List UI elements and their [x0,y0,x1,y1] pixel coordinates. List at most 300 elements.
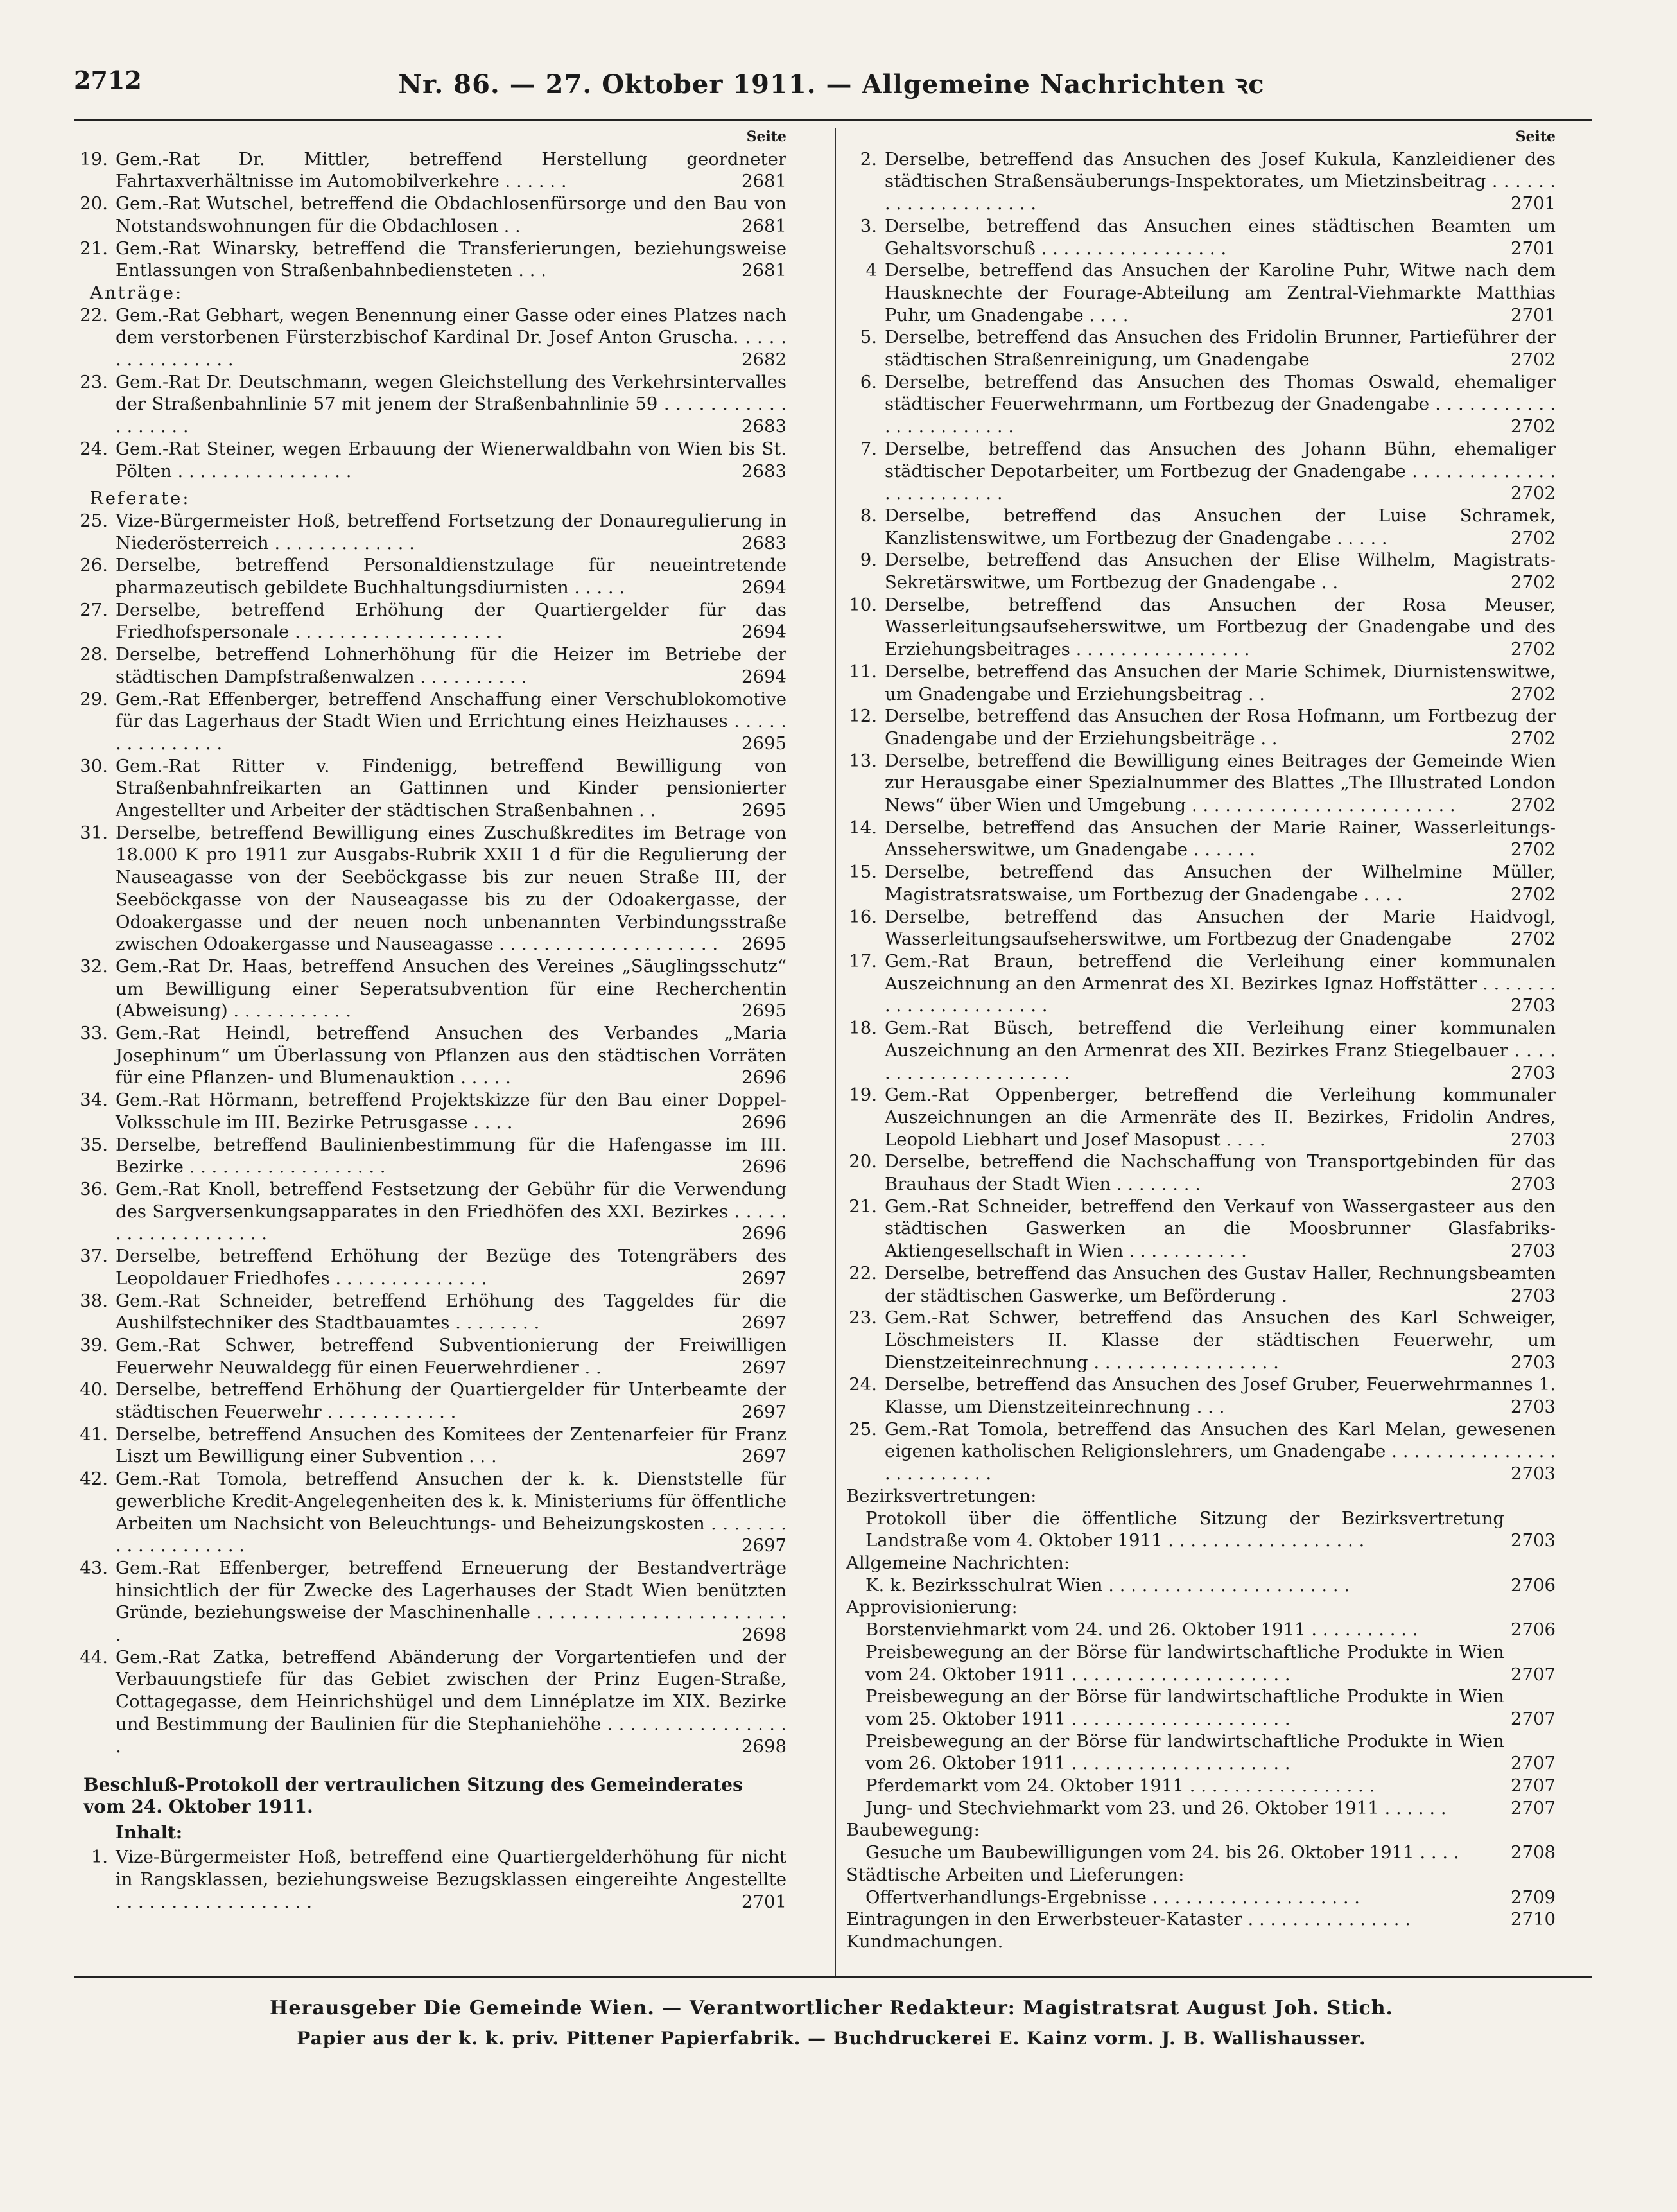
item-text: Offertverhandlungs-Ergebnisse . . . . . . . . . . . . . . . . . . . [865,1886,1360,1908]
list-item [77,510,786,554]
item-number: 24. [80,438,108,459]
item-body [116,599,786,643]
list-item [77,1089,786,1133]
item-text: Derselbe, betreffend das Ansuchen der Marie Schimek, Diurnistenswitwe, um Gnadengabe und Erziehungsbeitrag . . [885,661,1556,704]
list-item [846,1017,1556,1084]
page-ref: 2696 [736,1156,786,1178]
page-ref: 2698 [736,1624,786,1646]
page-ref: 2696 [736,1223,786,1245]
page-ref: 2706 [1511,1574,1556,1596]
item-text: Gem.-Rat Effenberger, betreffend Anschaffung einer Verschublokomotive für das Lagerhaus der Stadt Wien und Errichtung eines Heizhauses . . . . . . . . . . . . . . . [116,688,786,754]
item-body [885,326,1556,370]
footer-line-1: Herausgeber Die Gemeinde Wien. — Verantwortlicher Redakteur: Magistratsrat August Joh. Stich. [270,1997,1393,2019]
list-item [846,505,1556,549]
item-text: Gem.-Rat Effenberger, betreffend Erneuerung der Bestandverträge hinsichtlich der für Zwecke des Lagerhauses der Stadt Wien benützten Gründe, beziehungsweise der Maschinenhalle . . . . . . . . . . . . . . . . . . . . . . . [116,1557,786,1646]
list-item [77,438,786,482]
item-number: 12. [849,706,877,727]
page-ref: 2694 [736,666,786,688]
page-ref: 2695 [736,1000,786,1022]
item-number: 27. [80,599,108,620]
left-entries-b [77,304,786,483]
item-body [116,1089,786,1133]
item-number: 33. [80,1023,108,1044]
page-ref: 2702 [1506,928,1556,950]
page-ref: 2703 [1506,995,1556,1017]
item-number: 19. [80,148,108,170]
list-item [77,822,786,955]
item-number: 17. [849,951,877,971]
item-text: Derselbe, betreffend das Ansuchen des Josef Kukula, Kanzleidiener des städtischen Straßensäuberungs-Inspektorates, um Mietzinsbeitrag . . . . . . . . . . . . . . . . . . . . [885,148,1556,214]
page-ref: 2702 [1506,794,1556,817]
list-item [846,950,1556,1017]
page-ref: 2697 [736,1445,786,1468]
item-body [116,1245,786,1289]
page-ref: 2695 [736,733,786,755]
item-body [885,505,1556,549]
item-number: 5. [860,327,877,348]
item-body [885,1418,1556,1485]
item-number: 1. [91,1847,108,1868]
item-body [116,1178,786,1245]
list-item [846,549,1556,593]
page-ref: 2707 [1511,1775,1556,1797]
list-item [846,1418,1556,1485]
list-item [77,1557,786,1646]
page-ref: 2697 [736,1267,786,1290]
list-item [77,688,786,755]
page-ref: 2697 [736,1535,786,1557]
list-item [77,1379,786,1423]
seite-label-right: Seite [1515,128,1556,145]
item-number: 14. [849,817,877,838]
item-body [116,371,786,438]
item-body [885,661,1556,705]
page-ref: 2695 [736,799,786,822]
page-ref: 2697 [736,1312,786,1334]
page-ref: 2681 [736,170,786,193]
page-ref: 2703 [1506,1062,1556,1084]
item-number: 10. [849,594,877,615]
page-ref: 2702 [1506,839,1556,861]
item-text: Preisbewegung an der Börse für landwirtschaftliche Produkte in Wien vom 26. Oktober 1911 . . . . . . . . . . . . . . . . . . . . [865,1730,1504,1774]
item-body [116,1468,786,1557]
item-text: Derselbe, betreffend Erhöhung der Quartiergelder für Unterbeamte der städtischen Feuerwehr . . . . . . . . . . . . [116,1379,786,1423]
list-item [77,1646,786,1758]
list-item [846,1262,1556,1307]
item-text: Derselbe, betreffend Baulinienbestimmung für die Hafengasse im III. Bezirke . . . . . . . . . . . . . . . . . . [116,1134,786,1178]
item-body [885,1196,1556,1262]
list-item [846,1574,1556,1597]
item-number: 37. [80,1246,108,1267]
list-item [77,1290,786,1334]
item-number: 22. [849,1262,877,1284]
list-item [77,643,786,688]
item-body [116,1022,786,1089]
page-ref: 2681 [736,259,786,282]
item-body [885,817,1556,861]
bezirks-heading: Bezirksvertretungen: [846,1485,1037,1506]
page-ref: 2710 [1511,1909,1556,1930]
header-rule [74,119,1592,121]
item-number: 23. [80,371,108,392]
item-number: 21. [849,1196,877,1217]
seite-label: Seite [746,128,786,145]
page-ref: 2703 [1506,1173,1556,1196]
list-item [846,750,1556,817]
column-divider [835,128,836,1978]
right-entries-a [846,148,1556,1485]
list-item [77,1424,786,1468]
item-body [116,193,786,237]
item-text: Derselbe, betreffend das Ansuchen eines städtischen Beamten um Gehaltsvorschuß . . . . . . . . . . . . . . . . . [885,215,1556,259]
antraege-heading: Anträge: [90,282,184,303]
page-ref: 2703 [1506,1463,1556,1485]
item-number: 23. [849,1307,877,1328]
item-text: Derselbe, betreffend das Ansuchen des Josef Gruber, Feuerwehrmannes 1. Klasse, um Dienstzeiteinrechnung . . . [885,1374,1556,1418]
item-body [885,906,1556,950]
item-body [116,1424,786,1468]
list-item [846,1641,1556,1685]
item-text: Kundmachungen. [846,1931,1004,1952]
item-body [885,1151,1556,1195]
list-item [77,148,786,193]
item-text: Gem.-Rat Zatka, betreffend Abänderung der Vorgartentiefen und der Verbauungstiefe für das Gebiet zwischen der Prinz Eugen-Straße, Cottagegasse, dem Heinrichshügel und dem Linnéplatze im XIX. Bezirke und Bestimmung der Baulinien für die Stephaniehöhe . . . . . . . . . . . . . . . . . [116,1646,786,1757]
page-ref: 2694 [736,621,786,643]
item-text: Derselbe, betreffend Erhöhung der Quartiergelder für das Friedhofspersonale . . . . . . . . . . . . . . . . . . . [116,599,786,643]
item-body [885,1307,1556,1373]
item-number: 18. [849,1018,877,1039]
allg-entries [846,1574,1556,1597]
page-ref: 2683 [736,532,786,555]
page-ref: 2702 [1506,349,1556,371]
approv-heading: Approvisionierung: [846,1597,1018,1618]
list-item [846,1730,1556,1775]
left-entries-c [77,510,786,1757]
item-body [885,950,1556,1017]
item-body [885,438,1556,505]
item-text: Vize-Bürgermeister Hoß, betreffend eine Quartiergelderhöhung für nicht in Rangsklassen, beziehungsweise Bezugsklassen eingereihte Angestellte . . . . . . . . . . . . . . . . . . [116,1847,786,1912]
inhalt-heading: Inhalt: [116,1822,182,1843]
list-item [77,1178,786,1245]
page-title: Nr. 86. — 27. Oktober 1911. — Allgemeine Nachrichten ꝛc [398,69,1265,100]
list-item [77,304,786,371]
item-number: 19. [849,1084,877,1106]
item-body [885,1084,1556,1151]
item-body [885,371,1556,438]
list-item [846,1685,1556,1730]
list-item [77,1245,786,1289]
item-number: 44. [80,1646,108,1668]
page-ref: 2681 [736,215,786,238]
item-text: Derselbe, betreffend das Ansuchen des Thomas Oswald, ehemaliger städtischer Feuerwehrmann, um Fortbezug der Gnadengabe . . . . . . . . . . . . . . . . . . . . . . . [885,371,1556,437]
list-item [846,1151,1556,1195]
item-number: 41. [80,1424,108,1445]
item-number: 13. [849,750,877,771]
page-ref: 2707 [1511,1753,1556,1774]
page-ref: 2702 [1506,415,1556,438]
item-body [116,304,786,371]
item-body [116,510,786,554]
item-number: 11. [849,661,877,682]
page-ref: 2694 [736,577,786,599]
item-text: Gem.-Rat Braun, betreffend die Verleihung einer kommunalen Auszeichnung an den Armenrat des XI. Bezirkes Ignaz Hoffstätter . . . . . . . . . . . . . . . . . . . . . . [885,951,1556,1016]
list-item [77,955,786,1022]
page-ref: 2682 [736,349,786,371]
item-text: Gem.-Rat Büsch, betreffend die Verleihung einer kommunalen Auszeichnung an den Armenrat des XII. Bezirkes Franz Stiegelbauer . . . . . . . . . . . . . . . . . . . . . [885,1018,1556,1083]
list-item [846,1508,1556,1552]
list-item [846,1307,1556,1373]
item-body [116,438,786,482]
page-ref: 2703 [1506,1129,1556,1151]
item-text: Protokoll über die öffentliche Sitzung der Bezirksvertretung Landstraße vom 4. Oktober 1911 . . . . . . . . . . . . . . . . . . [865,1508,1504,1551]
item-text: Gem.-Rat Dr. Haas, betreffend Ansuchen des Vereines „Säuglingsschutz“ um Bewilligung einer Seperatsubvention für eine Recherchentin (Abweisung) . . . . . . . . . . . [116,955,786,1022]
item-text: Jung- und Stechviehmarkt vom 23. und 26. Oktober 1911 . . . . . . [865,1797,1447,1818]
page-ref: 2703 [1506,1352,1556,1374]
item-text: Derselbe, betreffend das Ansuchen des Fridolin Brunner, Partieführer der städtischen Straßenreinigung, um Gnadengabe [885,327,1556,370]
item-text: Derselbe, betreffend das Ansuchen der Marie Haidvogl, Wasserleitungsaufseherswitwe, um Fortbezug der Gnadengabe [885,906,1556,950]
item-body [116,1334,786,1379]
page-ref: 2702 [1506,482,1556,505]
list-item [846,1886,1556,1909]
list-item [846,1775,1556,1797]
item-number: 35. [80,1134,108,1155]
item-number: 36. [80,1179,108,1199]
item-text: Eintragungen in den Erwerbsteuer-Kataster . . . . . . . . . . . . . . . [846,1909,1411,1930]
page-ref: 2695 [736,933,786,955]
item-body [116,1290,786,1334]
item-number: 40. [80,1379,108,1400]
list-item [77,1468,786,1557]
list-item [77,193,786,237]
item-number: 38. [80,1290,108,1311]
item-body [116,822,786,955]
page-number: 2712 [74,65,142,94]
item-text: Gem.-Rat Steiner, wegen Erbauung der Wienerwaldbahn von Wien bis St. Pölten . . . . . . . . . . . . . . . . [116,438,786,482]
item-text: Derselbe, betreffend das Ansuchen der Rosa Meuser, Wasserleitungsaufseherswitwe, um Fortbezug der Gnadengabe und des Erziehungsbeitrages . . . . . . . . . . . . . . . . [885,594,1556,660]
page-ref: 2702 [1506,571,1556,594]
list-item [77,1334,786,1379]
item-body [885,259,1556,326]
list-item [846,215,1556,259]
right-column [846,126,1556,1953]
item-body [885,549,1556,593]
item-text: Derselbe, betreffend das Ansuchen der Marie Rainer, Wasserleitungs-Ansseherswitwe, um Gnadengabe . . . . . . [885,817,1556,860]
page-ref: 2708 [1511,1842,1556,1863]
list-item [846,1084,1556,1151]
list-item [846,1619,1556,1641]
list-item [846,661,1556,705]
page-ref: 2696 [736,1111,786,1134]
page-ref: 2703 [1506,1396,1556,1418]
item-number: 28. [80,644,108,665]
item-number: 15. [849,862,877,883]
list-item [77,755,786,822]
item-text: Gesuche um Baubewilligungen vom 24. bis 26. Oktober 1911 . . . . [865,1842,1459,1863]
page-ref: 2702 [1506,884,1556,906]
item-text: Preisbewegung an der Börse für landwirtschaftliche Produkte in Wien vom 25. Oktober 1911 . . . . . . . . . . . . . . . . . . . . [865,1686,1504,1729]
item-text: Derselbe, betreffend das Ansuchen der Wilhelmine Müller, Magistratsratswaise, um Fortbezug der Gnadengabe . . . . [885,862,1556,905]
page-ref: 2696 [736,1067,786,1089]
page-ref: 2683 [736,415,786,438]
list-item [846,259,1556,326]
page-ref: 2702 [1506,683,1556,706]
page-ref: 2698 [736,1736,786,1758]
page-ref: 2697 [736,1357,786,1379]
item-text: Derselbe, betreffend das Ansuchen des Johann Bühn, ehemaliger städtischer Depotarbeiter, um Fortbezug der Gnadengabe . . . . . . . . . . . . . . . . . . . . . . . . [885,438,1556,504]
list-item [846,148,1556,215]
item-text: Derselbe, betreffend Ansuchen des Komitees der Zentenarfeier für Franz Liszt um Bewilligung einer Subvention . . . [116,1424,786,1467]
list-item [77,554,786,598]
left-entries-a [77,148,786,282]
item-text: Derselbe, betreffend die Nachschaffung von Transportgebinden für das Brauhaus der Stadt Wien . . . . . . . . [885,1151,1556,1195]
page-ref: 2702 [1506,638,1556,661]
item-text: Derselbe, betreffend Lohnerhöhung für die Heizer im Betriebe der städtischen Dampfstraßenwalzen . . . . . . . . . . [116,644,786,687]
item-number: 2. [860,148,877,170]
list-item [846,817,1556,861]
item-text: Gem.-Rat Wutschel, betreffend die Obdachlosenfürsorge und den Bau von Notstandswohnungen für die Obdachlosen . . [116,193,786,236]
item-body [116,1846,786,1913]
item-number: 25. [849,1418,877,1440]
page-ref: 2703 [1511,1530,1556,1551]
item-number: 9. [860,550,877,571]
list-item [846,1842,1556,1864]
item-text: Derselbe, betreffend das Ansuchen der Karoline Puhr, Witwe nach dem Hausknechte der Fourage-Abteilung am Zentral-Viehmarkte Matthias Puhr, um Gnadengabe . . . . [885,260,1556,326]
item-text: Gem.-Rat Ritter v. Findenigg, betreffend Bewilligung von Straßenbahnfreikarten an Gattinnen und Kinder pensionierter Angestellter und Arbeiter der städtischen Straßenbahnen . . [116,755,786,821]
item-number: 25. [80,510,108,531]
item-number: 20. [80,193,108,214]
item-body [116,1557,786,1646]
item-number: 4 [865,260,877,281]
item-text: Gem.-Rat Schwer, betreffend Subventionierung der Freiwilligen Feuerwehr Neuwaldegg für einen Feuerwehrdiener . . [116,1334,786,1378]
page-ref: 2706 [1511,1619,1556,1641]
item-number: 7. [860,438,877,459]
item-body [116,643,786,688]
item-body [116,1379,786,1423]
protokoll-title: Beschluß-Protokoll der vertraulichen Sitzung des Gemeinderates vom 24. Oktober 1911. [83,1774,743,1818]
item-number: 26. [80,555,108,576]
page-ref: 2707 [1511,1708,1556,1729]
item-number: 6. [860,371,877,392]
item-body [116,1134,786,1178]
item-text: Gem.-Rat Winarsky, betreffend die Transferierungen, beziehungsweise Entlassungen von Straßenbahnbediensteten . . . [116,238,786,281]
item-text: Derselbe, betreffend das Ansuchen der Rosa Hofmann, um Fortbezug der Gnadengabe und der Erziehungsbeiträge . . [885,706,1556,749]
item-text: Derselbe, betreffend Personaldienstzulage für neueintretende pharmazeutisch gebildete Buchhaltungsdiurnisten . . . . . [116,555,786,598]
page-header [74,65,1589,104]
item-text: Derselbe, betreffend das Ansuchen des Gustav Haller, Rechnungsbeamten der städtischen Gaswerke, um Beförderung . [885,1262,1556,1306]
item-number: 8. [860,505,877,526]
item-number: 22. [80,304,108,326]
item-body [116,755,786,822]
item-text: Gem.-Rat Knoll, betreffend Festsetzung der Gebühr für die Verwendung des Sargversenkungsapparates in den Friedhöfen des XXI. Bezirkes . . . . . . . . . . . . . . . . . . . [116,1179,786,1244]
item-body [885,1373,1556,1418]
bezirks-entries [846,1508,1556,1552]
tail-entries [846,1908,1556,1953]
item-body [885,861,1556,905]
page-ref: 2703 [1506,1285,1556,1307]
item-body [885,1017,1556,1084]
item-text: K. k. Bezirksschulrat Wien . . . . . . . . . . . . . . . . . . . . . . [865,1574,1350,1596]
list-item [846,1373,1556,1418]
item-body [116,238,786,282]
list-item [846,371,1556,438]
page-ref: 2701 [1506,238,1556,260]
list-item [846,438,1556,505]
staedt-entries [846,1886,1556,1909]
list-item [846,1196,1556,1262]
item-number: 42. [80,1468,108,1490]
item-body [885,594,1556,661]
item-text: Gem.-Rat Tomola, betreffend das Ansuchen des Karl Melan, gewesenen eigenen katholischen Religionslehrers, um Gnadengabe . . . . . . . . . . . . . . . . . . . . . . . . . [885,1418,1556,1485]
list-item [846,1931,1556,1953]
bau-entries [846,1842,1556,1864]
list-item [846,1797,1556,1820]
item-body [116,554,786,598]
list-item [77,1846,786,1913]
footer-line-2: Papier aus der k. k. priv. Pittener Papierfabrik. — Buchdruckerei E. Kainz vorm. J. B. Wallishausser. [297,2028,1366,2049]
list-item [77,599,786,643]
item-text: Gem.-Rat Schwer, betreffend das Ansuchen des Karl Schweiger, Löschmeisters II. Klasse der städtischen Feuerwehr, um Dienstzeiteinrechnung . . . . . . . . . . . . . . . . . [885,1307,1556,1373]
page-ref: 2702 [1506,727,1556,750]
item-text: Gem.-Rat Dr. Mittler, betreffend Herstellung geordneter Fahrtaxverhältnisse im Automobilverkehre . . . . . . [116,148,786,192]
item-number: 31. [80,822,108,843]
list-item [77,371,786,438]
item-text: Derselbe, betreffend Erhöhung der Bezüge des Totengräbers des Leopoldauer Friedhofes . . . . . . . . . . . . . . [116,1246,786,1289]
item-text: Pferdemarkt vom 24. Oktober 1911 . . . . . . . . . . . . . . . . . [865,1775,1375,1797]
item-text: Borstenviehmarkt vom 24. und 26. Oktober 1911 . . . . . . . . . . [865,1619,1418,1641]
page-ref: 2709 [1511,1886,1556,1908]
allg-heading: Allgemeine Nachrichten: [846,1552,1070,1573]
list-item [77,238,786,282]
item-text: Preisbewegung an der Börse für landwirtschaftliche Produkte in Wien vom 24. Oktober 1911 . . . . . . . . . . . . . . . . . . . . [865,1641,1504,1685]
list-item [846,705,1556,749]
item-number: 32. [80,955,108,977]
item-text: Gem.-Rat Schneider, betreffend Erhöhung des Taggeldes für die Aushilfstechniker des Stadtbauamtes . . . . . . . . [116,1290,786,1334]
item-text: Derselbe, betreffend das Ansuchen der Luise Schramek, Kanzlistenswitwe, um Fortbezug der Gnadengabe . . . . . [885,505,1556,548]
staedt-heading: Städtische Arbeiten und Lieferungen: [846,1864,1185,1885]
item-number: 3. [860,215,877,236]
page-ref: 2701 [1506,304,1556,327]
item-text: Derselbe, betreffend das Ansuchen der Elise Wilhelm, Magistrats-Sekretärswitwe, um Fortbezug der Gnadengabe . . [885,550,1556,593]
item-number: 16. [849,906,877,927]
item-number: 24. [849,1374,877,1395]
item-body [885,1262,1556,1307]
page-ref: 2707 [1511,1797,1556,1818]
list-item [846,594,1556,661]
item-number: 29. [80,688,108,710]
page-ref: 2707 [1511,1664,1556,1685]
item-number: 34. [80,1090,108,1111]
list-item [846,861,1556,905]
item-text: Vize-Bürgermeister Hoß, betreffend Fortsetzung der Donauregulierung in Niederösterreich . . . . . . . . . . . . . [116,510,786,553]
item-body [116,955,786,1022]
page-ref: 2683 [736,460,786,483]
item-body [116,1646,786,1758]
item-number: 20. [849,1151,877,1172]
list-item [77,1134,786,1178]
item-text: Derselbe, betreffend die Bewilligung eines Beitrages der Gemeinde Wien zur Herausgabe einer Spezialnummer des Blattes „The Illustrated London News“ über Wien und Umgebung . . . . . . . . . . . . . . . . . . . . . . . . [885,750,1556,816]
list-item [846,326,1556,370]
item-number: 21. [80,238,108,259]
item-body [116,148,786,193]
item-body [116,688,786,755]
page-ref: 2703 [1506,1240,1556,1262]
list-item [846,906,1556,950]
bau-heading: Baubewegung: [846,1820,980,1841]
item-text: Gem.-Rat Dr. Deutschmann, wegen Gleichstellung des Verkehrsintervalles der Straßenbahnlinie 57 mit jenem der Straßenbahnlinie 59 . . . . . . . . . . . . . . . . . . [116,371,786,437]
page-ref: 2701 [736,1891,786,1913]
item-number: 39. [80,1334,108,1355]
list-item [846,1908,1556,1931]
